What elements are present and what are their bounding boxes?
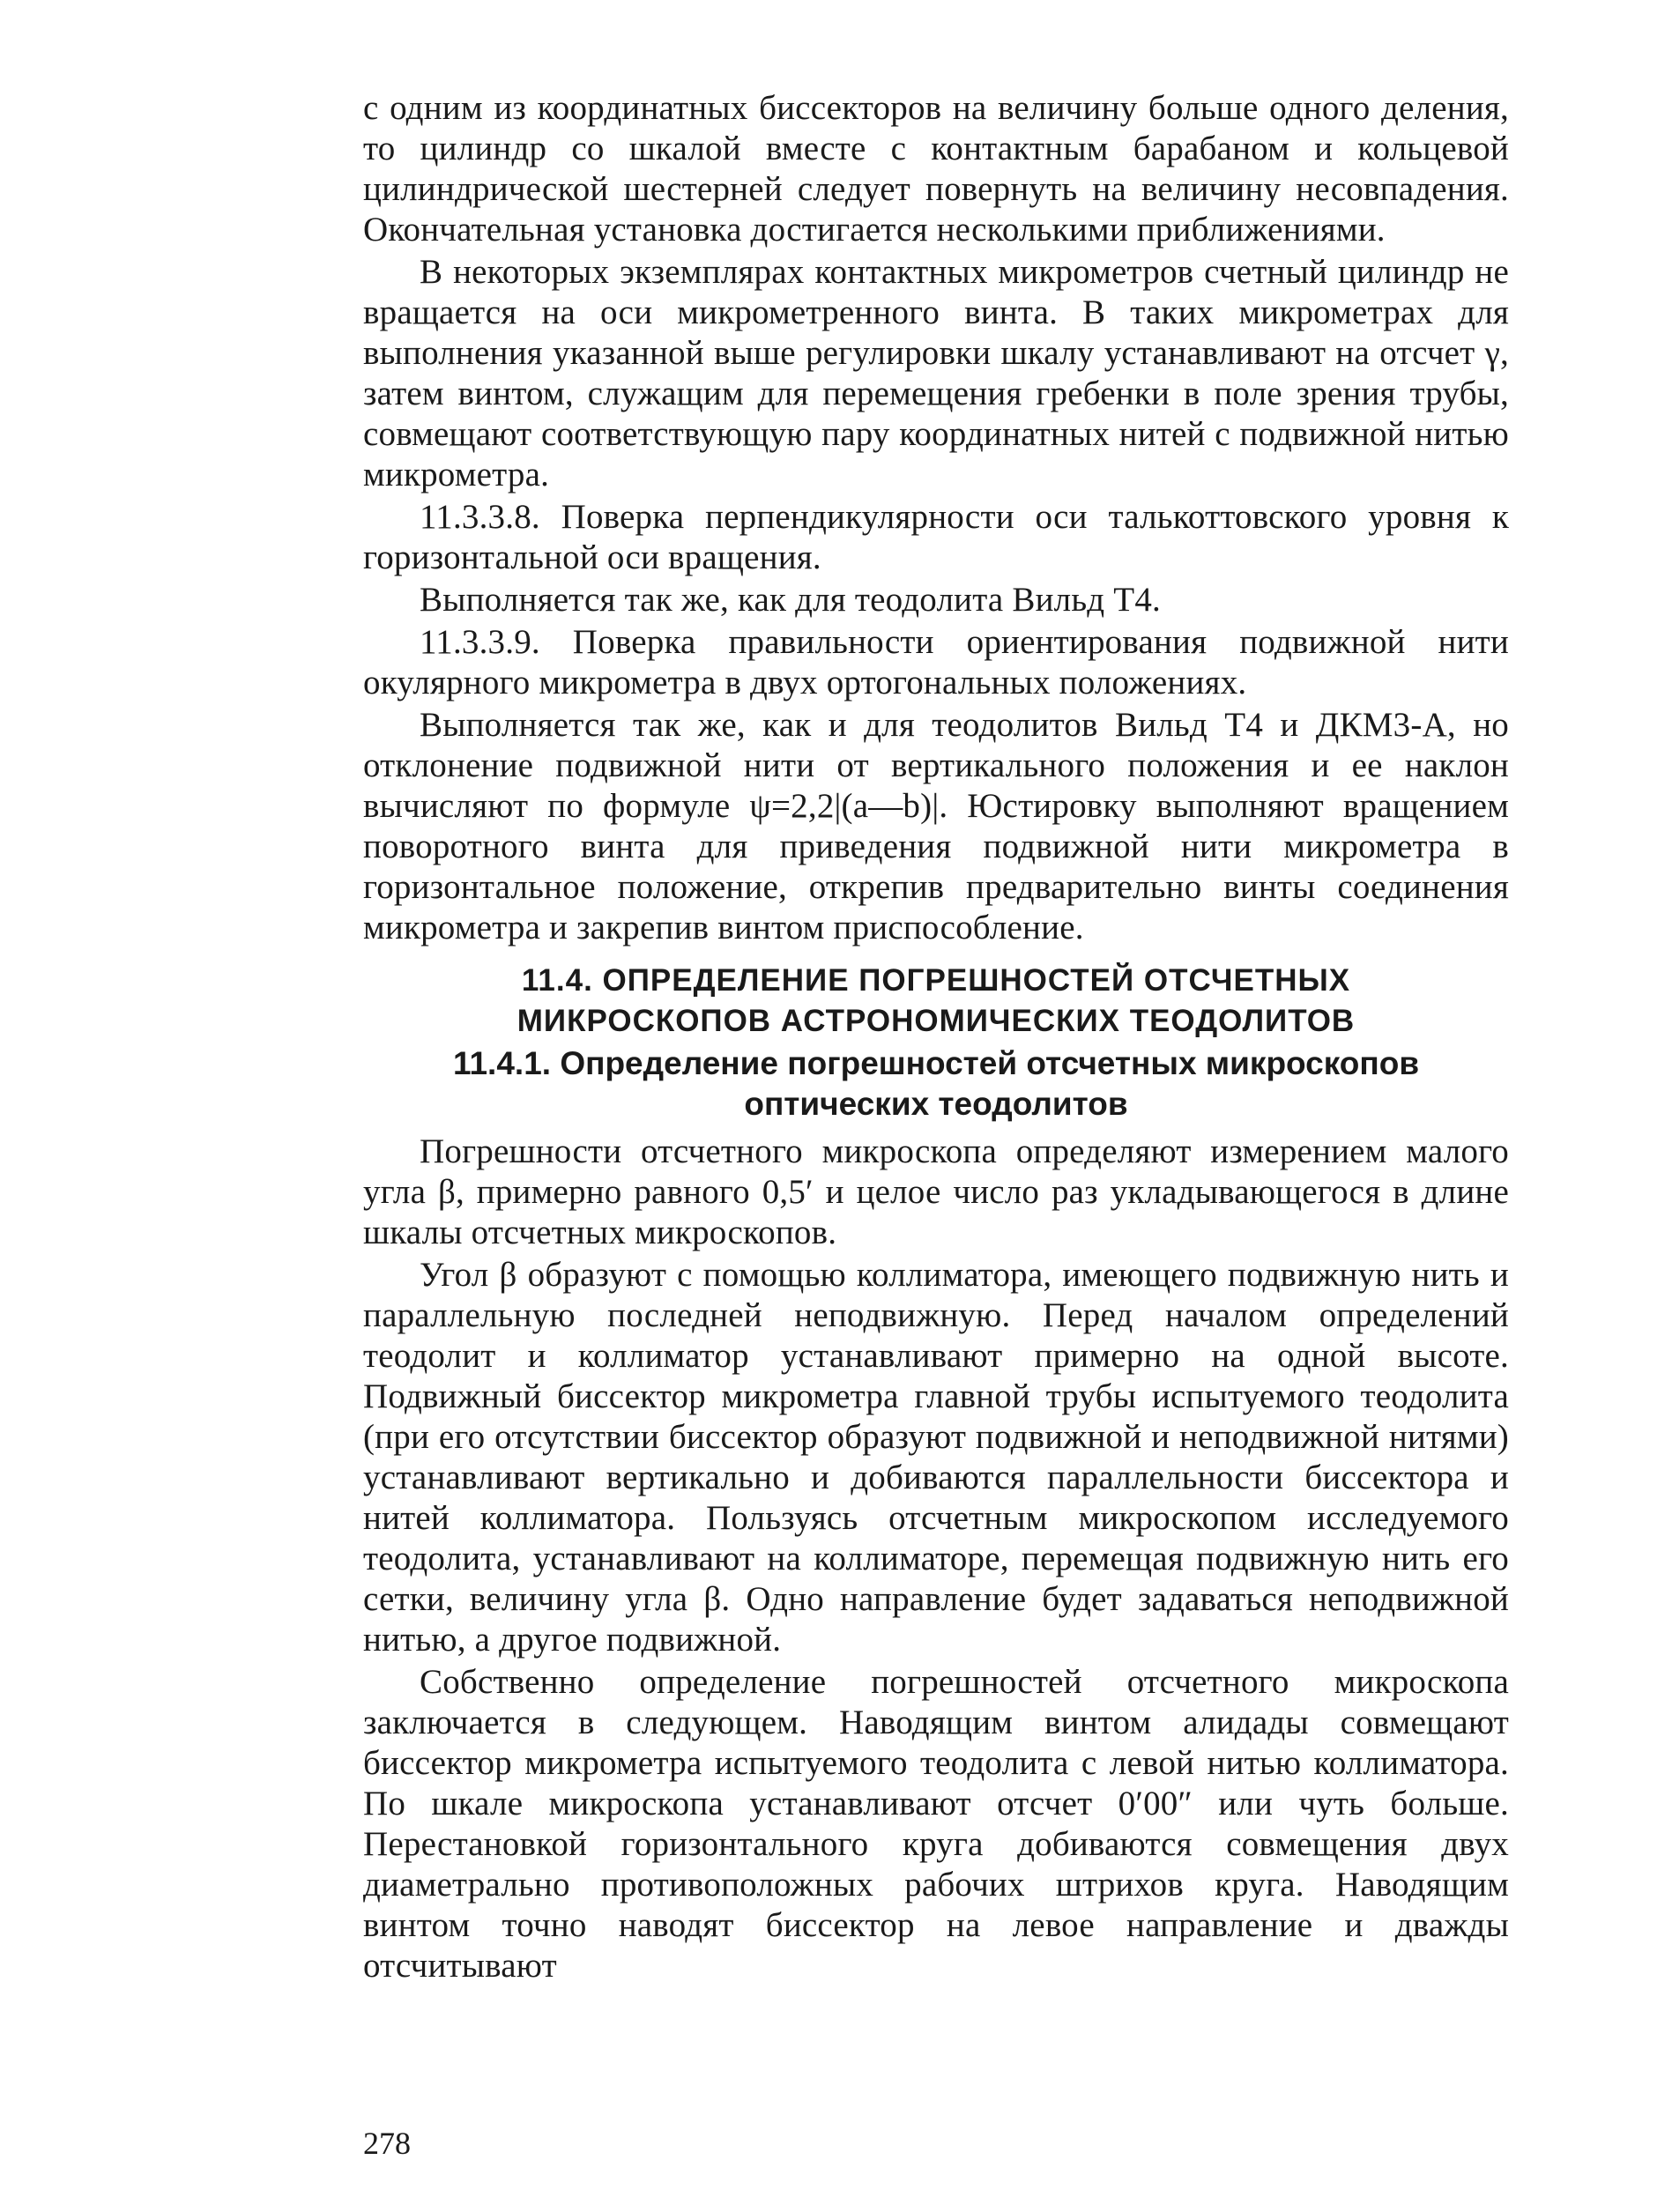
paragraph-procedure: Собственно определение погрешностей отсчетного микроскопа заключается в следующем. Наводящим винтом алидады совмещают биссектор микрометра испытуемого теодолита с левой нитью коллиматора. По шкале микроскопа устанавливают отсчет 0′00″ или чуть больше. Перестановкой горизонтального круга добиваются совмещения двух диаметрально противоположных рабочих штрихов круга. Наводящим винтом точно наводят биссектор на левое направление и дважды отсчитывают bbox=[363, 1663, 1509, 1985]
subsection-heading-line-2: оптических теодолитов bbox=[744, 1086, 1128, 1122]
paragraph-check-11-3-3-9-note: Выполняется так же, как и для теодолитов Вильд Т4 и ДКМ3-А, но отклонение подвижной нити от вертикального положения и ее наклон вычисляют по формуле ψ=2,2|(a—b)|. Юстировку выполняют вращением поворотного винта для приведения подвижной нити микрометра в горизонтальное положение, открепив предварительно винты соединения микрометра и закрепив винтом приспособление. bbox=[363, 706, 1509, 946]
paragraph-errors-measurement: Погрешности отсчетного микроскопа определяют измерением малого угла β, примерно равного 0,5′ и целое число раз укладывающегося в длине шкалы отсчетных микроскопов. bbox=[363, 1132, 1509, 1251]
paragraph-counting-cylinder: В некоторых экземплярах контактных микрометров счетный цилиндр не вращается на оси микрометренного винта. В таких микрометрах для выполнения указанной выше регулировки шкалу устанавливают на отсчет γ, затем винтом, служащим для перемещения гребенки в поле зрения трубы, совмещают соответствующую пару координатных нитей с подвижной нитью микрометра. bbox=[363, 253, 1509, 494]
subsection-heading bbox=[363, 1043, 1509, 1125]
paragraph-check-11-3-3-8-note: Выполняется так же, как для теодолита Вильд Т4. bbox=[420, 581, 1161, 619]
subsection-heading-line-1: 11.4.1. Определение погрешностей отсчетных микроскопов bbox=[452, 1045, 1420, 1081]
section-heading-line-1: 11.4. ОПРЕДЕЛЕНИЕ ПОГРЕШНОСТЕЙ ОТСЧЕТНЫХ bbox=[521, 963, 1351, 998]
section-heading bbox=[363, 961, 1509, 1042]
paragraph-continuation: с одним из координатных биссекторов на величину больше одного деления, то цилиндр со шкалой вместе с контактным барабаном и кольцевой цилиндрической шестерней следует повернуть на величину несовпадения. Окончательная установка достигается несколькими приближениями. bbox=[363, 89, 1509, 249]
page-body bbox=[363, 88, 1509, 1986]
paragraph-check-11-3-3-9: 11.3.3.9. Поверка правильности ориентирования подвижной нити окулярного микрометра в двух ортогональных положениях. bbox=[363, 623, 1509, 701]
section-heading-line-2: МИКРОСКОПОВ АСТРОНОМИЧЕСКИХ ТЕОДОЛИТОВ bbox=[516, 1004, 1356, 1038]
paragraph-check-11-3-3-8: 11.3.3.8. Поверка перпендикулярности оси талькоттовского уровня к горизонтальной оси вращения. bbox=[363, 498, 1509, 576]
page-number: 278 bbox=[363, 2126, 411, 2161]
paragraph-angle-beta: Угол β образуют с помощью коллиматора, имеющего подвижную нить и параллельную последней неподвижную. Перед началом определений теодолит и коллиматор устанавливают примерно на одной высоте. Подвижный биссектор микрометра главной трубы испытуемого теодолита (при его отсутствии биссектор образуют подвижной и неподвижной нитями) устанавливают вертикально и добиваются параллельности биссектора и нитей коллиматора. Пользуясь отсчетным микроскопом исследуемого теодолита, устанавливают на коллиматоре, перемещая подвижную нить его сетки, величину угла β. Одно направление будет задаваться неподвижной нитью, а другое подвижной. bbox=[363, 1256, 1509, 1659]
